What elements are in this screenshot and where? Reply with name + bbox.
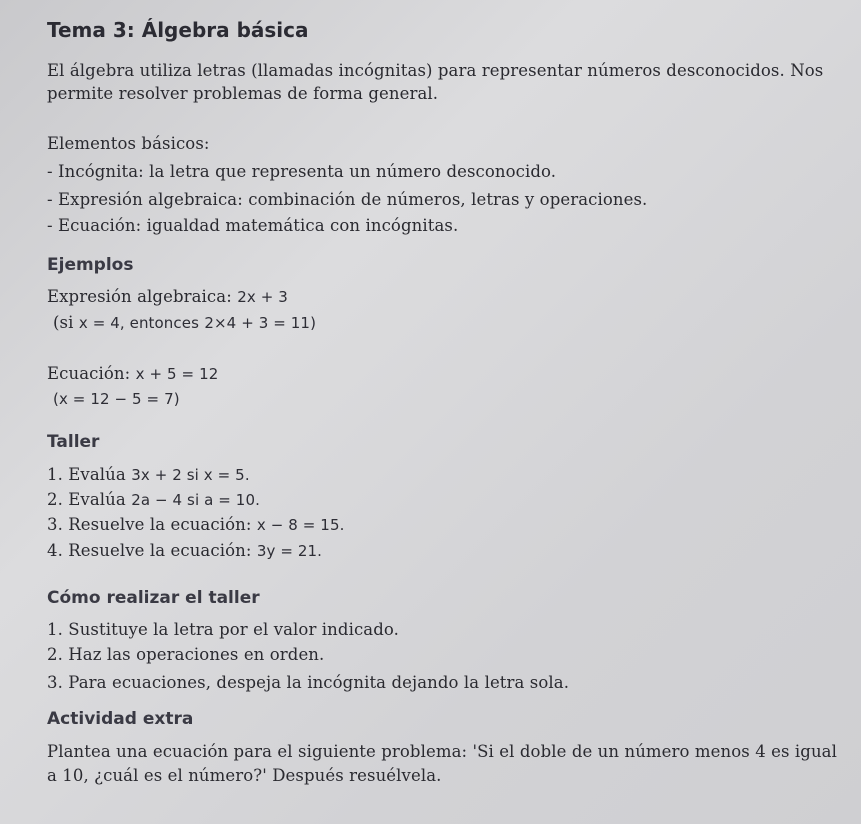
ejemplo-ecuacion-note (53, 389, 180, 408)
ejemplo-expresion-label: Expresión algebraica: (47, 287, 232, 306)
taller-item-3-math: x − 8 = 15. (256, 516, 345, 534)
taller-item-1-text: 1. Evalúa (47, 465, 126, 484)
como-item-1: 1. Sustituye la letra por el valor indicado. (47, 620, 399, 639)
taller-item-4-math: 3y = 21. (256, 542, 323, 560)
taller-item-2 (47, 490, 260, 509)
page-title: Tema 3: Álgebra básica (47, 18, 309, 42)
intro-line-1: El álgebra utiliza letras (llamadas incógnitas) para representar números desconocidos. Nos (47, 61, 824, 80)
elementos-item-incognita: - Incógnita: la letra que representa un número desconocido. (47, 162, 557, 181)
taller-item-2-text: 2. Evalúa (47, 490, 126, 509)
taller-item-4 (47, 541, 322, 560)
ejemplo-ecuacion-label: Ecuación: (47, 364, 131, 383)
ejemplo-ecuacion (47, 364, 218, 383)
taller-item-3 (47, 515, 344, 534)
taller-heading: Taller (47, 432, 100, 452)
ejemplo-note-prefix: (si (53, 313, 74, 332)
taller-item-1-math: 3x + 2 si x = 5. (131, 466, 250, 484)
elementos-heading: Elementos básicos: (47, 134, 210, 153)
ejemplo-note-result: 2×4 + 3 = 11) (204, 314, 317, 332)
como-item-2: 2. Haz las operaciones en orden. (47, 645, 325, 664)
taller-item-2-math: 2a − 4 si a = 10. (131, 491, 260, 509)
ejemplos-heading: Ejemplos (47, 255, 134, 275)
ejemplo-expresion-math: 2x + 3 (237, 288, 288, 306)
intro-line-2: permite resolver problemas de forma general. (47, 84, 439, 103)
taller-item-3-text: 3. Resuelve la ecuación: (47, 515, 252, 534)
como-item-3: 3. Para ecuaciones, despeja la incógnita dejando la letra sola. (47, 673, 570, 692)
ejemplo-note-value: x = 4 (78, 314, 120, 332)
actividad-heading: Actividad extra (47, 709, 194, 729)
ejemplo-expresion-note (53, 313, 316, 332)
actividad-line-2: a 10, ¿cuál es el número?' Después resuélvela. (47, 766, 442, 785)
como-heading: Cómo realizar el taller (47, 588, 260, 608)
ejemplo-expresion (47, 287, 288, 306)
taller-item-4-text: 4. Resuelve la ecuación: (47, 541, 252, 560)
actividad-line-1: Plantea una ecuación para el siguiente problema: 'Si el doble de un número menos 4 es igual (47, 742, 837, 761)
elementos-item-ecuacion: - Ecuación: igualdad matemática con incógnitas. (47, 216, 459, 235)
taller-item-1 (47, 465, 250, 484)
ejemplo-note-mid: , entonces (119, 314, 200, 332)
ejemplo-ecuacion-math: x + 5 = 12 (135, 365, 219, 383)
ejemplo-ecuacion-note-math: (x = 12 − 5 = 7) (53, 390, 180, 408)
elementos-item-expresion: - Expresión algebraica: combinación de números, letras y operaciones. (47, 190, 648, 209)
